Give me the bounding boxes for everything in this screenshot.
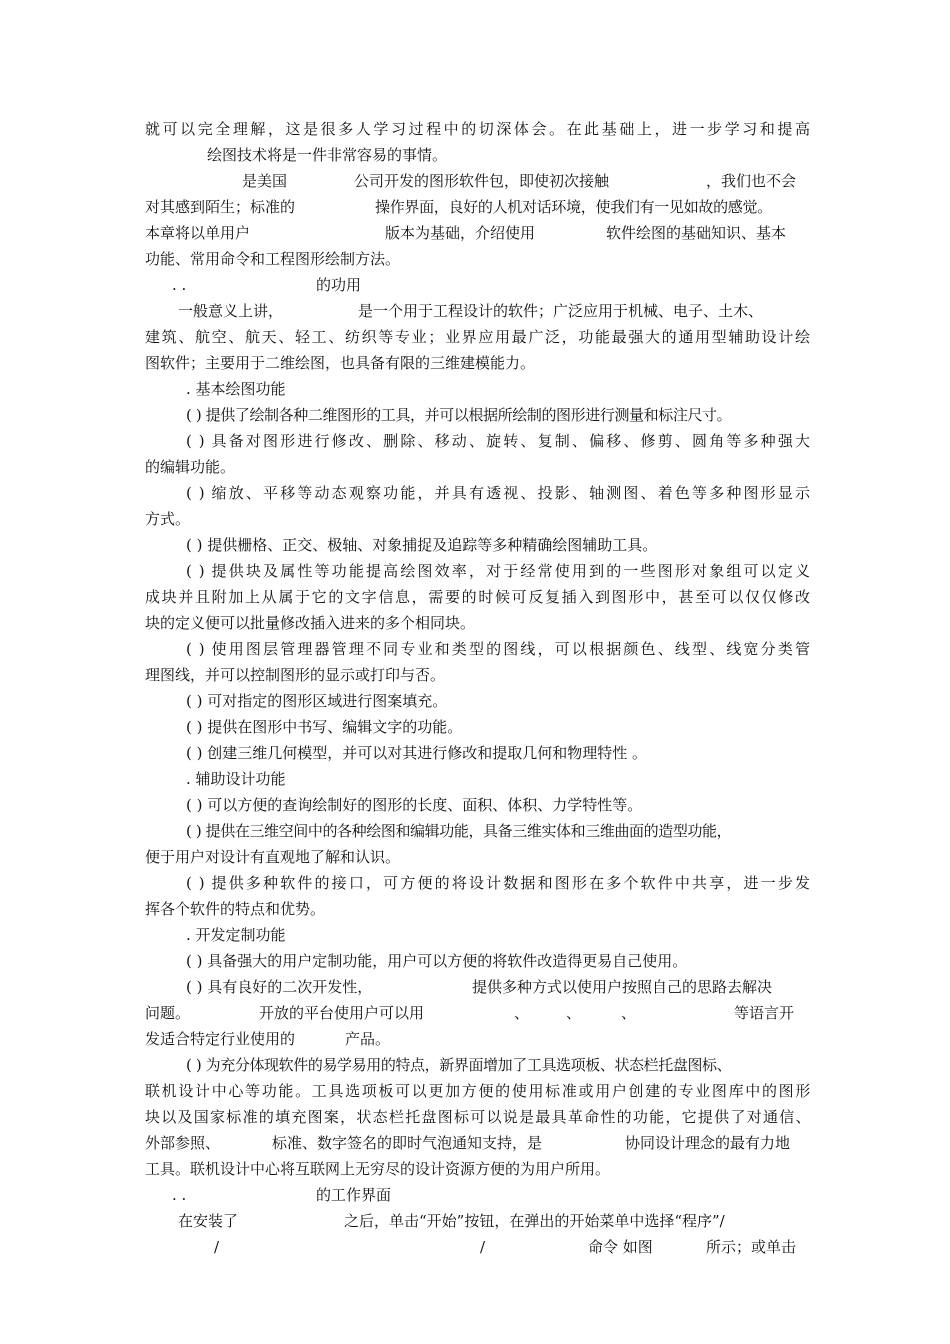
section-heading-number: . . [172, 1186, 187, 1204]
section-heading: 的工作界面 [316, 1186, 392, 1204]
text-line: 命令 如图 [588, 1238, 653, 1256]
list-item: ( ) 具备对图形进行修改、删除、移动、旋转、复制、偏移、修剪、圆角等多种强大 [186, 432, 810, 450]
text-line: 便于用户对设计有直观地了解和认识。 [145, 848, 401, 866]
subheading: . 开发定制功能 [186, 926, 286, 944]
text-line: 的编辑功能。 [145, 458, 236, 476]
text-line: 、 [514, 1004, 530, 1022]
text-line: 是美国 [242, 172, 288, 190]
text-line: / [214, 1238, 220, 1256]
text-line: 问题。 [145, 1004, 191, 1022]
text-line: 外部参照、 [145, 1134, 221, 1152]
list-item: ( ) 提供了绘制各种二维图形的工具，并可以根据所绘制的图形进行测量和标注尺寸。 [186, 406, 732, 424]
text-line: 之后，单击“开始”按钮，在弹出的开始菜单中选择“程序”/ [344, 1212, 725, 1230]
text-line: 本章将以单用户 [145, 224, 251, 242]
text-line: 功能、常用命令和工程图形绘制方法。 [145, 250, 401, 268]
text-line: 等语言开 [734, 1004, 795, 1022]
list-item: ( ) 缩放、平移等动态观察功能，并具有透视、投影、轴测图、着色等多种图形显示 [186, 484, 810, 502]
text-line: 理图线，并可以控制图形的显示或打印与否。 [145, 666, 446, 684]
list-item: ( ) 使用图层管理器管理不同专业和类型的图线，可以根据颜色、线型、线宽分类管 [186, 640, 810, 658]
list-item: ( ) 可以方便的查询绘制好的图形的长度、面积、体积、力学特性等。 [186, 796, 643, 814]
text-line: 提供多种方式以使用户按照自己的思路去解决 [472, 978, 773, 996]
list-item: ( ) 提供块及属性等功能提高绘图效率，对于经常使用到的一些图形对象组可以定义 [186, 562, 810, 580]
text-line: 成块并且附加上从属于它的文字信息，需要的时候可反复插入到图形中，甚至可以仅仅修改 [145, 588, 810, 606]
text-line: / [480, 1238, 486, 1256]
list-item: ( ) 提供栅格、正交、极轴、对象捕捉及追踪等多种精确绘图辅助工具。 [186, 536, 658, 554]
subheading: . 辅助设计功能 [186, 770, 286, 788]
subheading: . 基本绘图功能 [186, 380, 286, 398]
text-line: 、 [566, 1004, 582, 1022]
text-line: 在安装了 [178, 1212, 239, 1230]
list-item: ( ) 创建三维几何模型，并可以对其进行修改和提取几何和物理特性 。 [186, 744, 648, 762]
text-line: 操作界面，良好的人机对话环境，使我们有一见如故的感觉。 [375, 198, 772, 216]
text-line: 所示；或单击 [706, 1238, 797, 1256]
text-line: 挥各个软件的特点和优势。 [145, 900, 326, 918]
text-line: 方式。 [145, 510, 191, 528]
text-line: 是一个用于工程设计的软件；广泛应用于机械、电子、土木、 [358, 302, 764, 320]
text-line: 图软件；主要用于二维绘图，也具备有限的三维建模能力。 [145, 354, 536, 372]
list-item: ( ) 提供多种软件的接口，可方便的将设计数据和图形在多个软件中共享，进一步发 [186, 874, 810, 892]
text-line: 联机设计中心等功能。工具选项板可以更加方便的使用标准或用户创建的专业图库中的图形 [145, 1082, 810, 1100]
list-item: ( ) 可对指定的图形区域进行图案填充。 [186, 692, 448, 710]
text-line: 就可以完全理解，这是很多人学习过程中的切深体会。在此基础上，进一步学习和提高 [145, 120, 810, 138]
text-line: 协同设计理念的最有力地 [625, 1134, 791, 1152]
list-item: ( ) 提供在三维空间中的各种绘图和编辑功能，具备三维实体和三维曲面的造型功能， [186, 822, 732, 840]
list-item: ( ) 为充分体现软件的易学易用的特点，新界面增加了工具选项板、状态栏托盘图标、 [186, 1056, 732, 1074]
text-line: 标准、数字签名的即时气泡通知支持，是 [272, 1134, 543, 1152]
text-line: 、 [621, 1004, 637, 1022]
text-line: 块的定义便可以批量修改插入进来的多个相同块。 [145, 614, 476, 632]
text-line: 对其感到陌生；标准的 [145, 198, 296, 216]
list-item: ( ) 提供在图形中书写、编辑文字的功能。 [186, 718, 463, 736]
text-line: 块以及国家标准的填充图案，状态栏托盘图标可以说是最具革命性的功能，它提供了对通信、 [145, 1108, 810, 1126]
text-line: 版本为基础，介绍使用 [385, 224, 536, 242]
text-line: 开放的平台使用户可以用 [259, 1004, 425, 1022]
text-line: 软件绘图的基础知识、基本 [606, 224, 787, 242]
section-heading: 的功用 [316, 276, 362, 294]
text-line: 公司开发的图形软件包，即使初次接触 [354, 172, 610, 190]
text-line: 产品。 [345, 1030, 391, 1048]
text-line: 一般意义上讲， [178, 302, 284, 320]
text-line: 发适合特定行业使用的 [145, 1030, 296, 1048]
text-line: 绘图技术将是一件非常容易的事情。 [207, 146, 448, 164]
section-heading-number: . . [172, 276, 187, 294]
list-item: ( ) 具备强大的用户定制功能，用户可以方便的将软件改造得更易自己使用。 [186, 952, 688, 970]
text-line: ，我们也不会 [706, 172, 797, 190]
text-line: 工具。联机设计中心将互联网上无穷尽的设计资源方便的为用户所用。 [145, 1160, 611, 1178]
text-line: 建筑、航空、航天、轻工、纺织等专业；业界应用最广泛，功能最强大的通用型辅助设计绘 [145, 328, 810, 346]
list-item: ( ) 具有良好的二次开发性， [186, 978, 373, 996]
